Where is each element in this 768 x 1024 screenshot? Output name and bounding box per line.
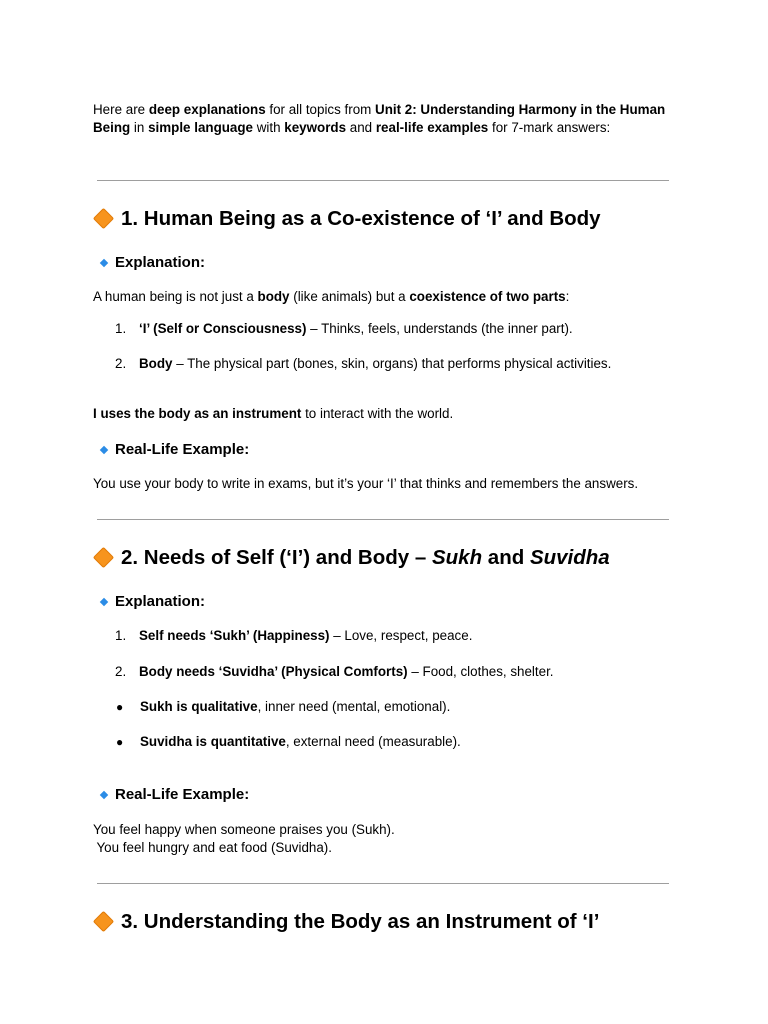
s2-example-line-1: You feel happy when someone praises you (Sukh). [93,822,395,837]
bullet-marker: ● [116,700,124,714]
bold-text: ‘I’ (Self or Consciousness) [139,321,307,336]
intro-text: in [130,119,149,135]
blue-diamond-icon [100,597,108,605]
section-2-heading [93,546,610,570]
bullet-item [115,699,450,714]
intro-text: with [253,119,285,135]
bold-text: Body [139,356,173,371]
bold-text: Suvidha is quantitative [140,734,286,749]
text: – Thinks, feels, understands (the inner part). [306,321,573,336]
bold-text: I uses the body as an instrument [93,406,302,421]
title-italic: Sukh [431,546,483,569]
s1-example: You use your body to write in exams, but it’s your ‘I’ that thinks and remembers the answers. [93,476,639,491]
text: to interact with the world. [301,406,454,421]
s1-paragraph [93,289,569,304]
list-marker: 2. [115,356,127,371]
orange-diamond-icon [93,911,115,933]
text: : [565,289,570,304]
bold-text: body [257,289,290,304]
intro-bold: keywords [284,119,347,135]
divider [97,180,669,181]
blue-diamond-icon [100,445,108,453]
text: A human being is not just a [93,289,258,304]
intro-paragraph [93,101,673,136]
bullet-marker: ● [116,735,124,749]
s1-explanation-heading [99,254,205,271]
list-item [115,664,554,679]
title-text: 2. Needs of Self (‘I’) and Body – [121,546,432,569]
subheading-text: Explanation: [115,593,206,610]
list-marker: 2. [115,664,127,679]
bold-text: Self needs ‘Sukh’ (Happiness) [139,628,330,643]
intro-text: for 7-mark answers: [488,119,611,135]
orange-diamond-icon [93,547,115,569]
subheading-text: Real-Life Example: [115,441,250,458]
list-item [115,321,573,336]
section-3-title: 3. Understanding the Body as an Instrument of ‘I’ [121,910,600,933]
intro-bold: simple language [148,119,253,135]
intro-bold: real-life examples [375,119,489,135]
bold-text: Sukh is qualitative [140,699,258,714]
s2-explanation-heading [99,593,205,610]
intro-text: and [346,119,376,135]
orange-diamond-icon [93,208,115,230]
list-marker: 1. [115,628,127,643]
text: – Food, clothes, shelter. [407,664,554,679]
text: , external need (measurable). [285,734,461,749]
intro-text: for all topics from [265,102,376,117]
s2-example-heading [99,786,249,803]
subheading-text: Explanation: [115,254,206,271]
list-item [115,356,611,371]
text: – The physical part (bones, skin, organs) that performs physical activities. [172,356,612,371]
list-marker: 1. [115,321,127,336]
subheading-text: Real-Life Example: [115,786,250,803]
intro-bold: Unit 2: Understanding Harmony in the Human Being [93,102,666,135]
intro-text: Here are [93,102,149,117]
s2-example-line-2: You feel hungry and eat food (Suvidha). [93,840,332,855]
blue-diamond-icon [100,790,108,798]
list-item [115,628,472,643]
blue-diamond-icon [100,258,108,266]
s1-paragraph-2 [93,406,453,421]
bold-text: Body needs ‘Suvidha’ (Physical Comforts) [139,664,408,679]
title-italic: Suvidha [529,546,610,569]
section-1-heading [93,207,601,231]
section-1-title: 1. Human Being as a Co-existence of ‘I’ and Body [121,207,601,230]
intro-bold: deep explanations [148,102,266,117]
text: , inner need (mental, emotional). [257,699,451,714]
divider [97,883,669,884]
text: (like animals) but a [289,289,410,304]
bullet-item [115,734,461,749]
divider [97,519,669,520]
text: – Love, respect, peace. [329,628,473,643]
title-text: and [482,546,530,569]
bold-text: coexistence of two parts [409,289,566,304]
s1-example-heading [99,441,249,458]
section-3-heading [93,910,599,934]
